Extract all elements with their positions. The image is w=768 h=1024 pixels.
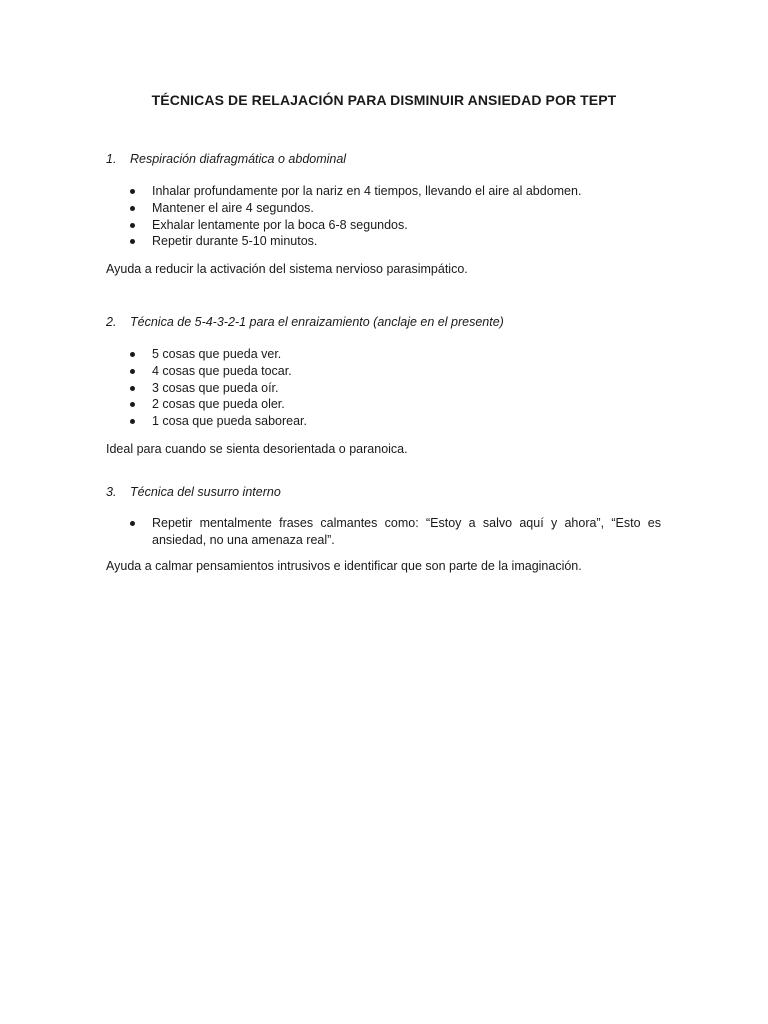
section-note-2: Ideal para cuando se sienta desorientada o paranoica.	[106, 442, 408, 456]
list-item	[128, 363, 307, 380]
bullet-icon	[130, 521, 135, 526]
list-item	[128, 380, 307, 397]
list-item-text: Mantener el aire 4 segundos.	[152, 200, 314, 215]
list-item	[128, 183, 581, 200]
bullet-icon	[130, 189, 135, 194]
bullet-icon	[130, 402, 135, 407]
list-item	[128, 200, 581, 217]
bullet-icon	[130, 223, 135, 228]
section-number: 3.	[106, 485, 117, 499]
list-item	[128, 413, 307, 430]
list-item-text: Repetir mentalmente frases calmantes como: “Estoy a salvo aquí y ahora”, “Esto es ansiedad, no una amenaza real”.	[152, 516, 661, 547]
bullet-icon	[130, 239, 135, 244]
section-note-1: Ayuda a reducir la activación del sistema nervioso parasimpático.	[106, 262, 468, 276]
list-item-text: Exhalar lentamente por la boca 6-8 segundos.	[152, 217, 408, 232]
bullet-list-3	[128, 515, 661, 549]
bullet-icon	[130, 206, 135, 211]
document-title: TÉCNICAS DE RELAJACIÓN PARA DISMINUIR ANSIEDAD POR TEPT	[151, 92, 617, 108]
section-heading-2	[106, 314, 504, 330]
list-item-text: 1 cosa que pueda saborear.	[152, 414, 307, 429]
section-number: 1.	[106, 152, 117, 166]
list-item	[128, 396, 307, 413]
list-item-text: 4 cosas que pueda tocar.	[152, 363, 292, 378]
section-note-3: Ayuda a calmar pensamientos intrusivos e identificar que son parte de la imaginación.	[106, 559, 582, 573]
bullet-list-2	[128, 346, 307, 430]
list-item-text: Inhalar profundamente por la nariz en 4 tiempos, llevando el aire al abdomen.	[152, 184, 582, 198]
bullet-icon	[130, 369, 135, 374]
list-item	[128, 346, 307, 363]
section-number: 2.	[106, 315, 117, 329]
bullet-icon	[130, 352, 135, 357]
section-heading-text: Técnica del susurro interno	[130, 485, 281, 499]
section-heading-1	[106, 151, 346, 167]
section-heading-text: Técnica de 5-4-3-2-1 para el enraizamiento (anclaje en el presente)	[130, 315, 504, 329]
list-item	[128, 233, 581, 250]
list-item-text: 2 cosas que pueda oler.	[152, 397, 285, 412]
bullet-icon	[130, 386, 135, 391]
list-item	[128, 515, 661, 549]
list-item-text: 5 cosas que pueda ver.	[152, 347, 282, 361]
bullet-icon	[130, 419, 135, 424]
section-heading-text: Respiración diafragmática o abdominal	[130, 152, 347, 166]
list-item-text: 3 cosas que pueda oír.	[152, 380, 279, 395]
bullet-list-1	[128, 183, 581, 250]
section-heading-3	[106, 484, 281, 500]
list-item	[128, 217, 581, 234]
list-item-text: Repetir durante 5-10 minutos.	[152, 234, 318, 249]
